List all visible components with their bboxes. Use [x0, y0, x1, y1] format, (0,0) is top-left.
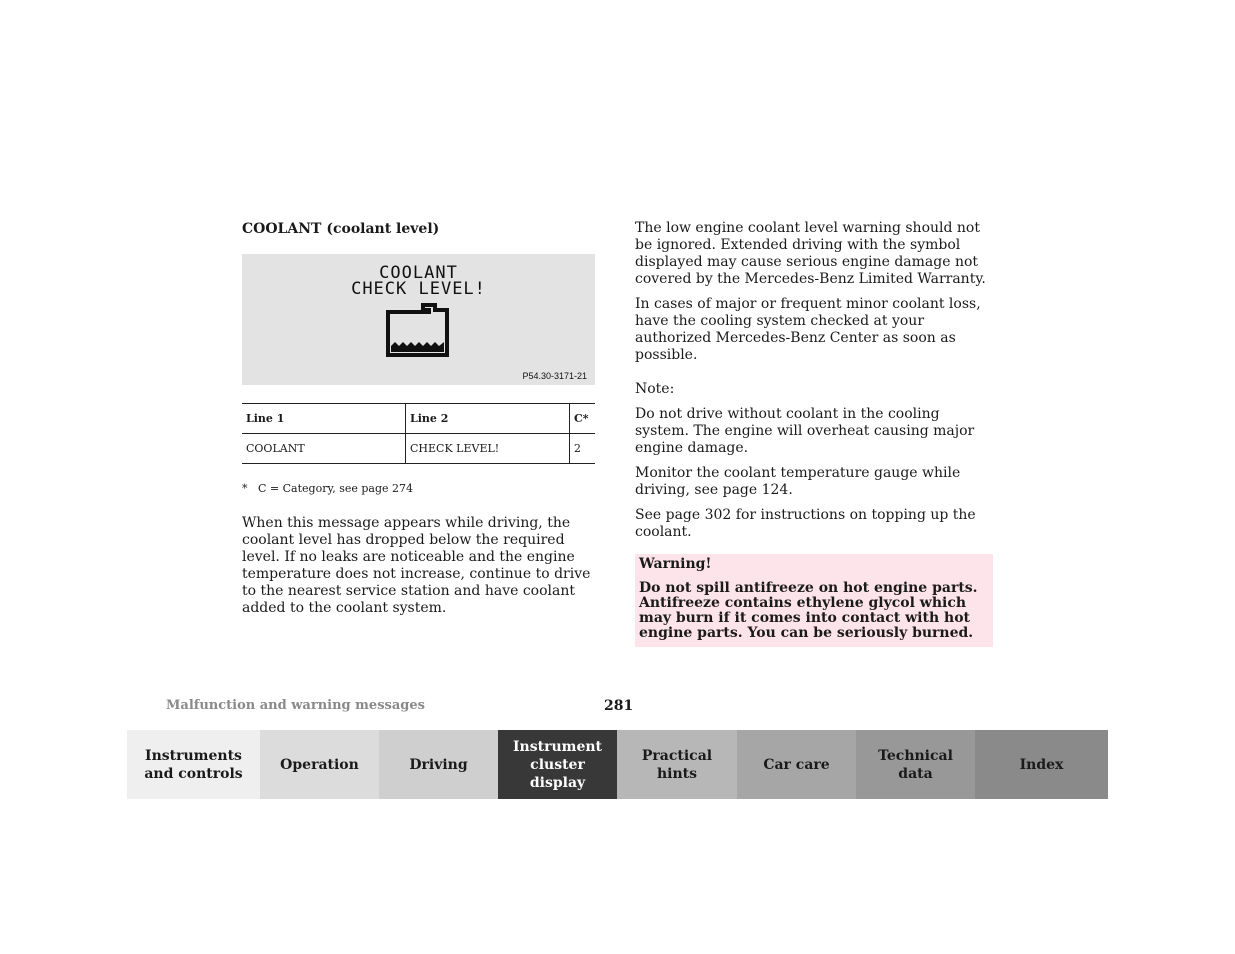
table-header-cell: C*: [570, 404, 596, 434]
display-line-2: CHECK LEVEL!: [351, 279, 486, 299]
message-table: [242, 403, 595, 464]
table-cell: COOLANT: [242, 434, 406, 464]
tab-instruments-and-controls[interactable]: [127, 730, 260, 799]
tab-label: Index: [1019, 756, 1064, 773]
tab-operation[interactable]: [260, 730, 379, 799]
tab-label: Instruments and controls: [144, 747, 243, 782]
note-paragraph-2: Monitor the coolant temperature gauge while driving, see page 124.: [635, 465, 961, 498]
figure-code: P54.30-3171-21: [522, 371, 587, 381]
display-line-1: COOLANT: [379, 263, 458, 283]
table-cell: 2: [570, 434, 596, 464]
footnote: [242, 482, 597, 496]
note-paragraph-1: Do not drive without coolant in the cooling system. The engine will overheat causing major engine damage.: [635, 406, 975, 456]
right-column: [635, 220, 995, 647]
warning-title: Warning!: [639, 556, 712, 572]
tab-label: Practical hints: [641, 747, 713, 782]
tab-practical-hints[interactable]: [617, 730, 737, 799]
warning-info-paragraph: The low engine coolant level warning should not be ignored. Extended driving with the symbol displayed may cause serious engine damage not covered by the Mercedes-Benz Limited Warranty.: [635, 220, 986, 287]
footer-section-name: Malfunction and warning messages: [166, 698, 425, 713]
body-paragraph: When this message appears while driving, the coolant level has dropped below the required level. If no leaks are noticeable and the engine temperature does not increase, continue to drive to the nearest service station and have coolant added to the coolant system.: [242, 515, 591, 616]
tab-index[interactable]: [975, 730, 1108, 799]
page-number: 281: [604, 698, 634, 714]
table-row: [242, 434, 595, 464]
tab-label: Operation: [280, 756, 359, 773]
table-header-cell: Line 2: [406, 404, 570, 434]
table-header-cell: Line 1: [242, 404, 406, 434]
tab-label: Instrument cluster display: [513, 738, 602, 791]
section-title: COOLANT (coolant level): [242, 221, 440, 237]
footnote-text: C = Category, see page 274: [258, 482, 414, 495]
footnote-marker: *: [242, 482, 248, 495]
tab-instrument-cluster-display[interactable]: [498, 730, 617, 799]
display-figure: [242, 254, 595, 385]
warning-text: Do not spill antifreeze on hot engine parts. Antifreeze contains ethylene glycol which may burn if it comes into contact with hot engine parts. You can be seriously burned.: [639, 580, 978, 641]
left-column: [242, 220, 597, 625]
tab-technical-data[interactable]: [856, 730, 975, 799]
table-header-row: [242, 404, 595, 434]
tab-driving[interactable]: [379, 730, 498, 799]
chapter-nav-bar: [127, 730, 1108, 799]
warning-box: [635, 554, 993, 647]
table-cell: CHECK LEVEL!: [406, 434, 570, 464]
tab-car-care[interactable]: [737, 730, 856, 799]
tab-label: Driving: [409, 756, 468, 773]
note-paragraph-3: See page 302 for instructions on topping up the coolant.: [635, 507, 976, 540]
coolant-loss-paragraph: In cases of major or frequent minor coolant loss, have the cooling system checked at your authorized Mercedes-Benz Center as soon as possible.: [635, 296, 981, 363]
note-label: Note:: [635, 381, 675, 397]
coolant-reservoir-icon: [385, 302, 451, 360]
tab-label: Car care: [763, 756, 830, 773]
tab-label: Technical data: [878, 747, 953, 782]
